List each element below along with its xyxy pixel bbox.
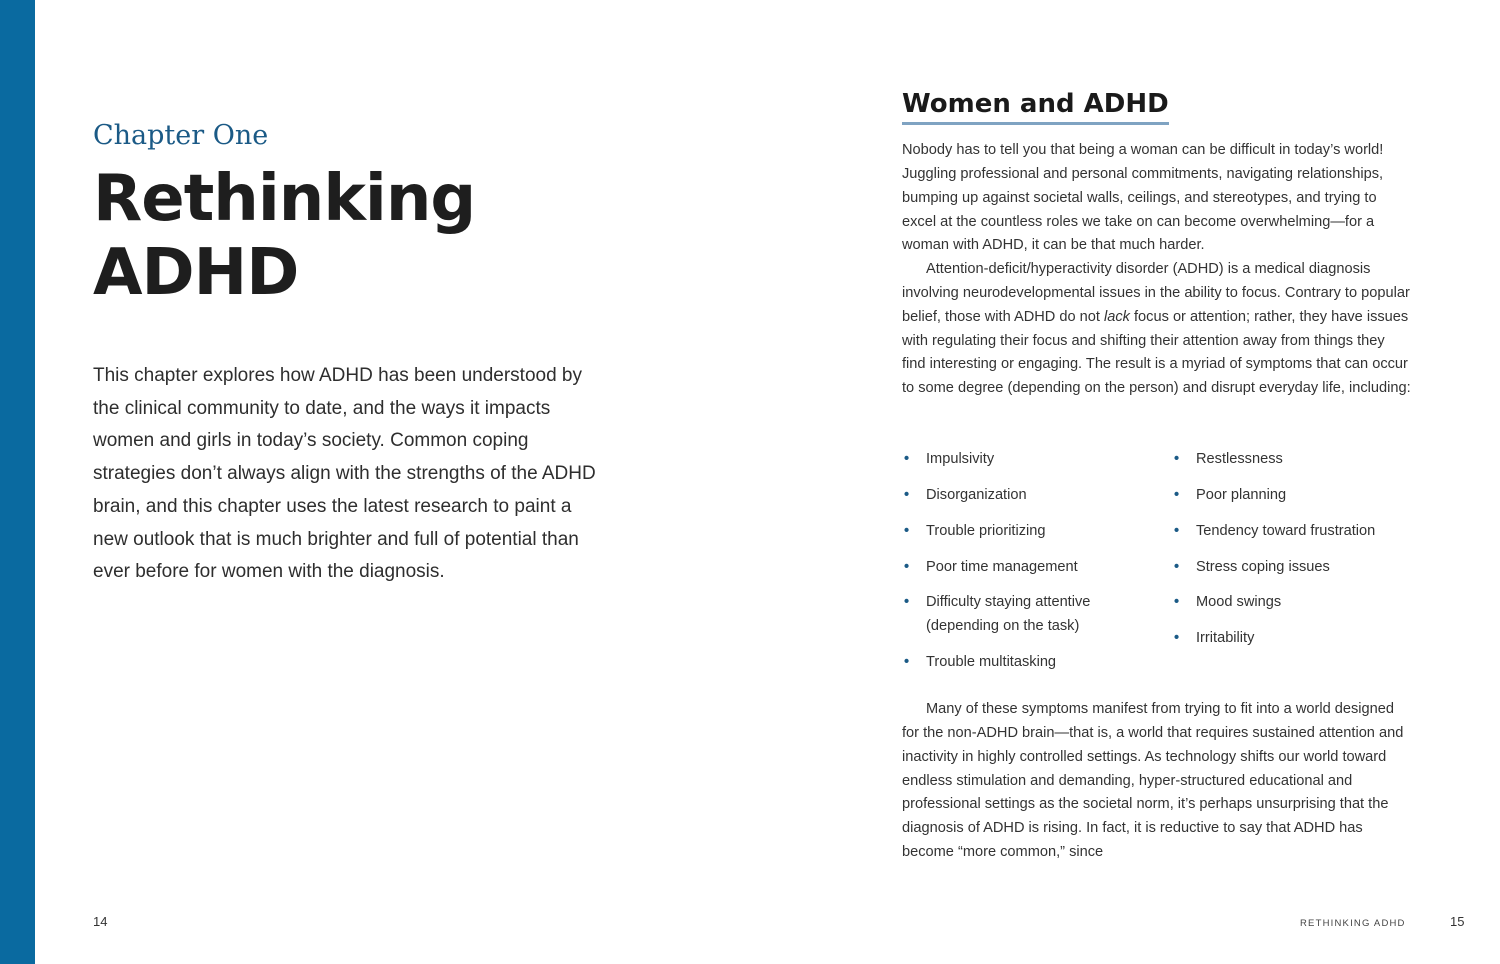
- bullet-icon: •: [904, 558, 910, 575]
- bullet-icon: •: [904, 594, 910, 611]
- bullet-icon: •: [904, 451, 910, 467]
- bullet-icon: •: [904, 654, 910, 671]
- symptom-list-item: [902, 520, 1157, 544]
- bullet-icon: •: [904, 486, 910, 503]
- body-paragraph-1: Nobody has to tell you that being a woman can be difficult in today’s world! Juggling professional and personal commitments, navigating relationships, bumping up against societal walls, ceilings, and stereotypes, and trying to excel at the countless roles we take on can become overwhelming—for a woman with ADHD, it can be that much harder.: [902, 142, 1384, 254]
- symptom-text: Trouble multitasking: [926, 654, 1057, 671]
- symptom-text: Irritability: [1196, 630, 1255, 647]
- bullet-icon: •: [1174, 522, 1180, 539]
- symptom-list-item: [1172, 556, 1432, 580]
- symptom-text: Restlessness: [1196, 451, 1283, 467]
- paragraph-2-emphasis: lack: [1104, 308, 1130, 325]
- section-title: Women and ADHD: [902, 88, 1169, 125]
- chapter-title-line-1: Rethinking: [93, 162, 476, 236]
- symptom-text: Mood swings: [1196, 594, 1282, 611]
- symptom-list-item: [1172, 627, 1432, 651]
- symptom-list-left: [902, 448, 1157, 687]
- symptom-list-item: [902, 448, 1157, 472]
- bullet-icon: •: [1174, 558, 1180, 575]
- chapter-label: Chapter One: [93, 120, 269, 151]
- running-head: RETHINKING ADHD: [1300, 918, 1406, 929]
- symptom-text: Disorganization: [926, 486, 1027, 503]
- symptom-text: Tendency toward frustration: [1196, 522, 1376, 539]
- body-paragraph-3: Many of these symptoms manifest from trying to fit into a world designed for the non-ADHD brain—that is, a world that requires sustained attention and inactivity in highly controlled settings. As technology shifts our world toward endless stimulation and demanding, hyper-structured educational and professional settings as the societal norm, it’s perhaps unsurprising that the diagnosis of ADHD is rising. In fact, it is reductive to say that ADHD has become “more common,” since: [902, 701, 1404, 861]
- symptom-list-item: [1172, 520, 1432, 544]
- chapter-title-line-2: ADHD: [93, 236, 299, 310]
- symptom-text: Difficulty staying attentive (depending on the task): [926, 594, 1091, 635]
- chapter-intro: This chapter explores how ADHD has been understood by the clinical community to date, and the ways it impacts women and girls in today’s society. Common coping strategies don’t always align with the strengths of the ADHD brain, and this chapter uses the latest research to paint a new outlook that is much brighter and full of potential than ever before for women with the diagnosis.: [93, 365, 596, 583]
- body-paragraph-2: [902, 258, 1412, 401]
- symptom-text: Poor time management: [926, 558, 1078, 575]
- page-number-right: 15: [1450, 914, 1465, 929]
- paragraph-2-text-end: focus or attention; rather, they have issues with regulating their focus and shifting their attention away from things they find interesting or engaging. The result is a myriad of symptoms that can occur to some degree (depending on the person) and disrupt everyday life, including:: [902, 308, 1411, 397]
- bullet-icon: •: [1174, 451, 1180, 467]
- symptom-list-item: [1172, 591, 1432, 615]
- symptom-list-item: [902, 484, 1157, 508]
- symptom-list-item: [902, 591, 1157, 639]
- bullet-icon: •: [904, 522, 910, 539]
- symptom-text: Stress coping issues: [1196, 558, 1330, 575]
- symptom-list-item: [902, 651, 1157, 675]
- symptom-list-item: [1172, 484, 1432, 508]
- book-spine-bar: [0, 0, 35, 964]
- bullet-icon: •: [1174, 630, 1180, 647]
- symptom-list-item: [1172, 448, 1432, 472]
- chapter-title: [93, 162, 553, 310]
- symptom-text: Impulsivity: [926, 451, 995, 467]
- symptom-list-right: [1172, 448, 1432, 663]
- bullet-icon: •: [1174, 594, 1180, 611]
- paragraph-2-text-start: Attention-deficit/hyperactivity disorder (ADHD) is a medical diagnosis involving neurodevelopmental issues in the ability to focus. Contrary to popular belief, those with ADHD do not: [902, 261, 1410, 325]
- symptom-text: Poor planning: [1196, 486, 1287, 503]
- symptom-text: Trouble prioritizing: [926, 522, 1046, 539]
- symptom-list-item: [902, 556, 1157, 580]
- page-number-left: 14: [93, 914, 108, 929]
- bullet-icon: •: [1174, 486, 1180, 503]
